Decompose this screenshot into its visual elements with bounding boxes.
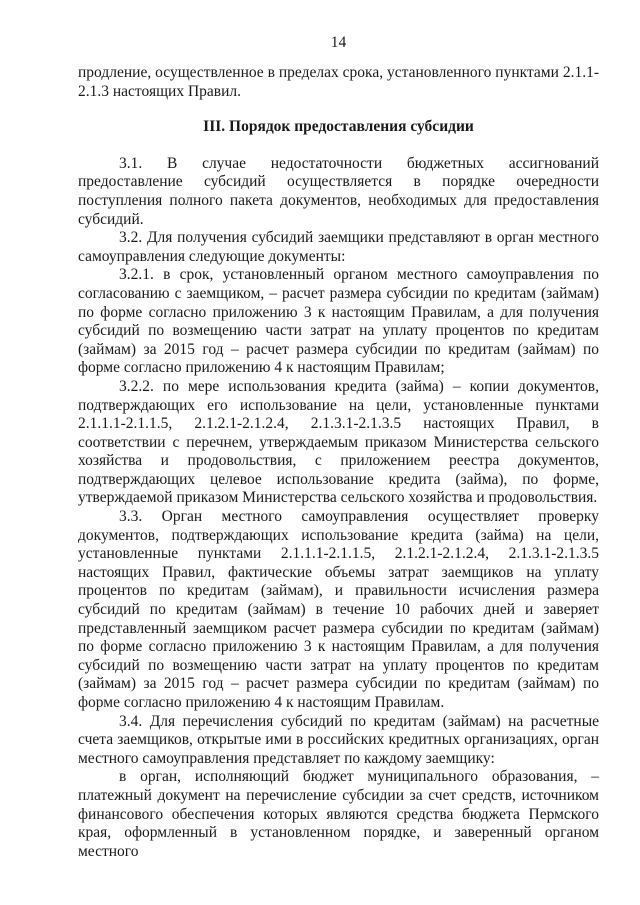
paragraph-3-2-2: 3.2.2. по мере использования кредита (займа) – копии документов, подтверждающих его использование на цели, установленные пунктами 2.1.1.1-2.1.1.5, 2.1.2.1-2.1.2.4, 2.1.3.1-2.1.3.5 настоящих Правил, в соответствии с перечнем, утверждаемым приказом Министерства сельского хозяйства и продовольствия, с приложением реестра документов, подтверждающих целевое использование кредита (займа), по форме, утверждаемой приказом Министерства сельского хозяйства и продовольствия. [78, 377, 599, 507]
paragraph-3-3: 3.3. Орган местного самоуправления осуществляет проверку документов, подтверждающих использование кредита (займа) на цели, установленные пунктами 2.1.1.1-2.1.1.5, 2.1.2.1-2.1.2.4, 2.1.3.1-2.1.3.5 настоящих Правил, фактические объемы затрат заемщиков на уплату процентов по кредитам (займам), и правильности исчисления размера субсидий по кредитам (займам) в течение 10 рабочих дней и заверяет представленный заемщиком расчет размера субсидии по кредитам (займам) по форме согласно приложению 3 к настоящим Правилам, а для получения субсидий по возмещению части затрат на уплату процентов по кредитам (займам) за 2015 год – расчет размера субсидии по кредитам (займам) по форме согласно приложению 4 к настоящим Правилам. [78, 508, 599, 711]
section-heading: III. Порядок предоставления субсидии [203, 118, 474, 136]
page-number: 14 [330, 34, 347, 51]
document-body [78, 64, 599, 861]
paragraph-continuation: продление, осуществленное в пределах срока, установленного пунктами 2.1.1-2.1.3 настоящих Правил. [78, 64, 599, 100]
paragraph-3-4: 3.4. Для перечисления субсидий по кредитам (займам) на расчетные счета заемщиков, открытые ими в российских кредитных организациях, орган местного самоуправления представляет по каждому заемщику: [78, 712, 599, 767]
paragraph-3-4-item: в орган, исполняющий бюджет муниципального образования, – платежный документ на перечисление субсидии за счет средств, источником финансового обеспечения которых являются средства бюджета Пермского края, оформленный в установленном порядке, и заверенный органом местного [78, 768, 599, 860]
paragraph-3-2-1: 3.2.1. в срок, установленный органом местного самоуправления по согласованию с заемщиком, – расчет размера субсидии по кредитам (займам) по форме согласно приложению 3 к настоящим Правилам, а для получения субсидий по возмещению части затрат на уплату процентов по кредитам (займам) за 2015 год – расчет размера субсидии по кредитам (займам) по форме согласно приложению 4 к настоящим Правилам; [78, 266, 599, 377]
paragraph-3-1: 3.1. В случае недостаточности бюджетных ассигнований предоставление субсидий осуществляется в порядке очередности поступления полного пакета документов, необходимых для предоставления субсидий. [78, 154, 599, 228]
paragraph-3-2: 3.2. Для получения субсидий заемщики представляют в орган местного самоуправления следующие документы: [78, 229, 599, 265]
